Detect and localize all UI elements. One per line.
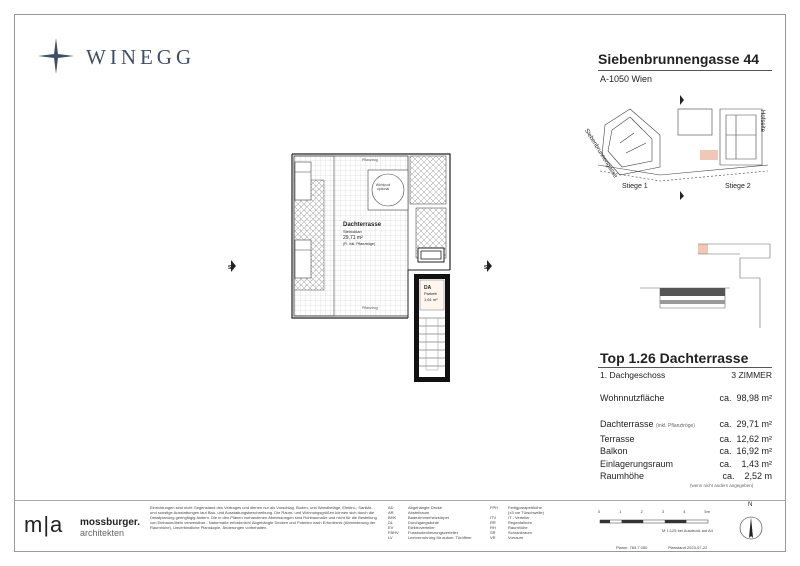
architect-name: mossburger. xyxy=(80,517,141,528)
plan-number: Plannr. 783.7 050 xyxy=(616,545,648,550)
legend-code: ITV xyxy=(490,515,497,520)
area-row xyxy=(600,433,772,446)
area-note: (inkl. Pflanztröge) xyxy=(656,423,695,429)
brand-name: WINEGG xyxy=(86,45,196,69)
area-row xyxy=(600,470,772,483)
winegg-star-logo xyxy=(38,38,74,74)
architect-sub: architekten xyxy=(80,528,125,538)
legend-text: IT - Verteiler xyxy=(508,515,530,520)
unit-rooms: 3 ZIMMER xyxy=(731,370,772,380)
section-marker-right: S xyxy=(484,265,488,271)
wnf-row xyxy=(600,393,772,403)
unit-meta xyxy=(600,370,772,380)
legend-text: Badezimmerheizkörper xyxy=(408,515,450,520)
area-value: ca. 29,71 m² xyxy=(719,419,772,429)
legend-text: Elektroverteiler xyxy=(408,525,435,530)
north-arrow-icon xyxy=(738,508,764,542)
area-value: ca. 1,43 m² xyxy=(719,458,772,469)
stair2-label: Stiege 2 xyxy=(725,183,751,190)
area-label: Terrasse xyxy=(600,433,635,444)
scale-tick: 0 xyxy=(598,509,601,514)
legend-code: SR xyxy=(490,530,496,535)
legend-column-2 xyxy=(490,505,580,540)
north-label: N xyxy=(748,502,753,508)
legend-code: RH xyxy=(490,525,496,530)
divider xyxy=(598,70,772,71)
area-row xyxy=(600,458,772,471)
stair1-label: Stiege 1 xyxy=(622,183,648,190)
legend-text: (±3 cm Türschwelle) xyxy=(508,510,544,515)
legend-text: Abstellraum xyxy=(408,510,430,515)
unit-title: Top 1.26 Dachterrasse xyxy=(600,350,749,366)
disclaimer-text: Einrichtungen sind nicht Gegenstand des Vertrages und dienen nur als Vorschlag. Boden- und Wandbeläge, Elektro-, Sanitär- und sonstige Ausstattungen laut Bau- und Ausstattungsbeschreibung. Die Raum- und Wohnungsgrößen können sich durch die Detailplanung geringfügig ändern. Die in den Plänen vorhandenen Abmessungen sind Rohbaumaße und nicht für die Bestellung von Einbaumöbeln verwendbar - Naturmaße erforderlich! Abgehängte Decken und Poterien nach Erfordernis (Abminderung der Raumhöhe). Unverbindliche Planskopie, Änderungen vorbehalten. xyxy=(150,505,377,530)
storage-area: 1,61 m² xyxy=(424,297,438,302)
section-marker-left: S xyxy=(228,265,232,271)
section-sketch xyxy=(640,238,775,330)
wnf-label: Wohnnutzfläche xyxy=(600,393,665,403)
legend-text: Leerverrohrung für autom. Türöffner xyxy=(408,535,472,540)
area-value: ca. 2,52 m xyxy=(722,471,772,481)
legend-text: Fertigparapetthöhe xyxy=(508,505,542,510)
legend-code: AR xyxy=(388,510,394,515)
divider xyxy=(598,367,772,368)
storage-name: Parkett xyxy=(424,291,437,296)
planter-label-top: Pflanztrog xyxy=(362,158,378,162)
scale-ticks xyxy=(598,509,710,514)
scale-note: M 1:125 bei Ausdruck auf A4 xyxy=(662,528,713,533)
legend-code: RR xyxy=(490,520,496,525)
scale-tick: 4 xyxy=(683,509,686,514)
area-label: Raumhöhe xyxy=(600,471,645,481)
footer-divider xyxy=(14,500,786,501)
unit-floor: 1. Dachgeschoss xyxy=(600,370,666,380)
legend-code: EV xyxy=(388,525,394,530)
terrace-incl: (Fl. inkl. Pflanztröge) xyxy=(343,242,376,246)
scale-bar xyxy=(598,512,710,526)
legend-text: Raumhöhe xyxy=(508,525,528,530)
floor-plan xyxy=(280,150,460,385)
project-street: Siebenbrunnengasse 44 xyxy=(598,51,760,67)
area-list xyxy=(600,418,772,483)
legend-code: LV xyxy=(388,535,393,540)
scale-tick: 5m xyxy=(704,509,710,514)
area-label: Einlagerungsraum xyxy=(600,458,674,469)
legend-column-1 xyxy=(388,505,488,540)
legend-text: Regenfallrohr xyxy=(508,520,533,525)
area-value: ca. 16,92 m² xyxy=(719,446,772,456)
legend-code: DL xyxy=(388,520,394,525)
legend-code: FPH xyxy=(490,505,498,510)
plan-date: Planstand 2023-07-22 xyxy=(668,545,708,550)
legend-text: Durchgangslichte xyxy=(408,520,439,525)
site-courtyard-label: Hofseite xyxy=(759,110,765,133)
legend-text: Abgehängte Decke xyxy=(408,505,443,510)
terrace-name: Dachterrasse xyxy=(343,222,382,228)
legend-code: AD xyxy=(388,505,394,510)
terrace-area: 29,71 m² xyxy=(343,235,363,241)
scale-tick: 3 xyxy=(661,509,665,514)
height-note: (wenn nicht anders angegeben) xyxy=(690,483,754,488)
storage-code: DA xyxy=(424,285,432,291)
planter-label-bottom: Pflanztrog xyxy=(362,306,378,310)
area-row xyxy=(600,418,772,433)
legend-code: FBHV xyxy=(388,530,399,535)
terrace-sub: Steinoklan xyxy=(343,229,362,234)
legend-code: VR xyxy=(490,535,496,540)
area-label: Dachterrasse xyxy=(600,419,654,429)
project-city: A-1050 Wien xyxy=(600,74,653,84)
scale-tick: 2 xyxy=(640,509,643,514)
legend-code: BHK xyxy=(388,515,397,520)
legend-text: Fussbodenheizungsverteiler xyxy=(408,530,459,535)
site-street-label: Siebenbrunnengasse xyxy=(582,128,619,180)
area-value: ca. 12,62 m² xyxy=(719,433,772,444)
area-label: Balkon xyxy=(600,446,628,456)
wnf-value: ca. 98,98 m² xyxy=(719,393,772,403)
legend-text: Vorraum xyxy=(508,535,524,540)
area-row xyxy=(600,445,772,458)
architect-mark: m|a xyxy=(24,512,64,537)
whirlpool-label: Whirlpool optional xyxy=(375,183,391,191)
legend-text: Schrankraum xyxy=(508,530,532,535)
scale-tick: 1 xyxy=(619,509,622,514)
